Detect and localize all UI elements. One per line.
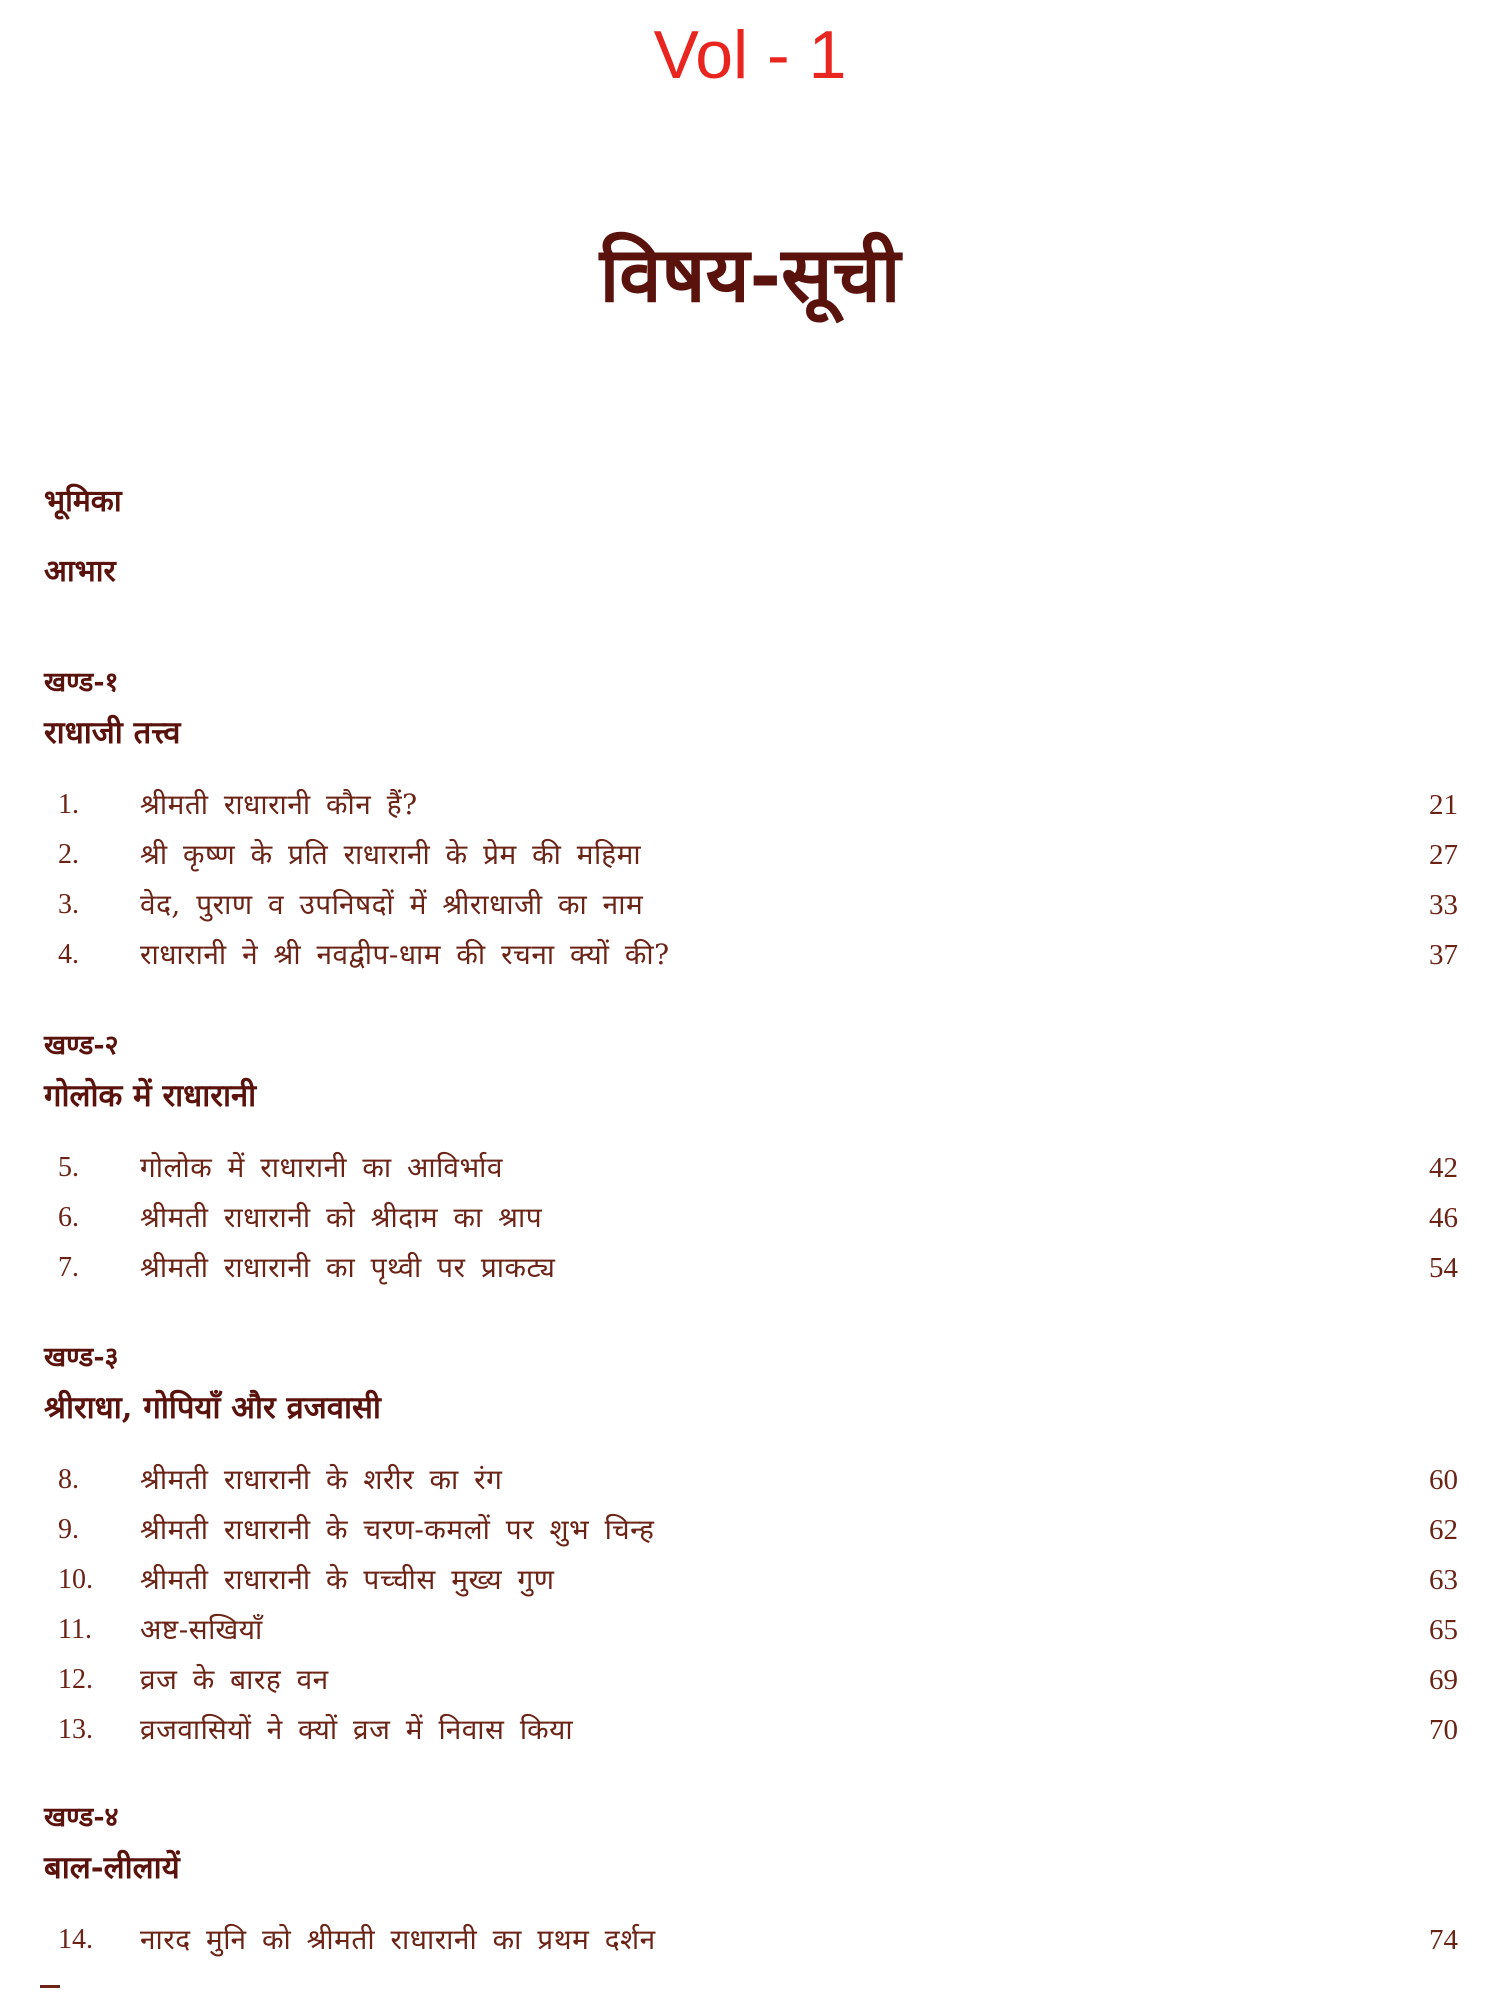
entry-title: वेद, पुराण व उपनिषदों में श्रीराधाजी का नाम — [140, 888, 644, 921]
entry-title: श्री कृष्ण के प्रति राधारानी के प्रेम की महिमा — [140, 838, 642, 871]
section-2-label: खण्ड-२ — [44, 1030, 119, 1061]
section-3-label: खण्ड-३ — [44, 1342, 119, 1373]
entry-number: 3. — [58, 889, 79, 920]
entry-number: 13. — [58, 1714, 93, 1745]
toc-entry[interactable] — [0, 1460, 1500, 1500]
section-4-heading: बाल-लीलायें — [44, 1850, 180, 1886]
cropped-next-line-fragment — [40, 1985, 60, 1988]
toc-entry[interactable] — [0, 1148, 1500, 1188]
entry-title: व्रज के बारह वन — [140, 1663, 329, 1696]
toc-entry[interactable] — [0, 1560, 1500, 1600]
entry-number: 5. — [58, 1152, 79, 1183]
entry-number: 8. — [58, 1464, 79, 1495]
entry-number: 4. — [58, 939, 79, 970]
section-1-heading: राधाजी तत्त्व — [44, 715, 181, 751]
entry-title: व्रजवासियों ने क्यों व्रज में निवास किया — [140, 1713, 574, 1746]
entry-page: 63 — [1429, 1564, 1458, 1596]
entry-title: गोलोक में राधारानी का आविर्भाव — [140, 1151, 503, 1184]
entry-title: नारद मुनि को श्रीमती राधारानी का प्रथम दर्शन — [140, 1923, 656, 1956]
entry-number: 11. — [58, 1614, 92, 1645]
front-matter-preface[interactable]: भूमिका — [44, 484, 122, 519]
entry-number: 14. — [58, 1924, 93, 1955]
entry-title: श्रीमती राधारानी को श्रीदाम का श्राप — [140, 1201, 543, 1234]
toc-entry[interactable] — [0, 1660, 1500, 1700]
entry-page: 42 — [1429, 1152, 1458, 1184]
toc-entry[interactable] — [0, 835, 1500, 875]
entry-page: 60 — [1429, 1464, 1458, 1496]
toc-entry[interactable] — [0, 1510, 1500, 1550]
front-matter-acknowledgement[interactable]: आभार — [44, 554, 116, 589]
entry-page: 27 — [1429, 839, 1458, 871]
entry-page: 54 — [1429, 1252, 1458, 1284]
entry-page: 21 — [1429, 789, 1458, 821]
entry-title: श्रीमती राधारानी का पृथ्वी पर प्राकट्य — [140, 1251, 556, 1284]
entry-page: 46 — [1429, 1202, 1458, 1234]
toc-entry[interactable] — [0, 1710, 1500, 1750]
entry-number: 1. — [58, 789, 79, 820]
toc-entry[interactable] — [0, 1198, 1500, 1238]
entry-number: 6. — [58, 1202, 79, 1233]
toc-entry[interactable] — [0, 1920, 1500, 1960]
entry-title: राधारानी ने श्री नवद्वीप-धाम की रचना क्यों की? — [140, 938, 670, 971]
entry-title: श्रीमती राधारानी के पच्चीस मुख्य गुण — [140, 1563, 555, 1596]
entry-page: 74 — [1429, 1924, 1458, 1956]
section-4-label: खण्ड-४ — [44, 1802, 119, 1833]
entry-page: 70 — [1429, 1714, 1458, 1746]
entry-page: 69 — [1429, 1664, 1458, 1696]
entry-number: 7. — [58, 1252, 79, 1283]
entry-page: 37 — [1429, 939, 1458, 971]
entry-number: 9. — [58, 1514, 79, 1545]
toc-entry[interactable] — [0, 1610, 1500, 1650]
section-2-heading: गोलोक में राधारानी — [44, 1078, 257, 1114]
entry-page: 62 — [1429, 1514, 1458, 1546]
toc-entry[interactable] — [0, 785, 1500, 825]
section-1-label: खण्ड-१ — [44, 667, 119, 698]
entry-number: 10. — [58, 1564, 93, 1595]
entry-number: 2. — [58, 839, 79, 870]
entry-page: 65 — [1429, 1614, 1458, 1646]
entry-title: श्रीमती राधारानी कौन हैं? — [140, 788, 418, 821]
entry-page: 33 — [1429, 889, 1458, 921]
entry-title: श्रीमती राधारानी के शरीर का रंग — [140, 1463, 503, 1496]
entry-title: अष्ट-सखियाँ — [140, 1613, 263, 1646]
page-title: विषय-सूची — [599, 230, 901, 319]
toc-entry[interactable] — [0, 935, 1500, 975]
section-3-heading: श्रीराधा, गोपियाँ और व्रजवासी — [44, 1390, 381, 1426]
volume-label: Vol - 1 — [653, 17, 847, 93]
entry-number: 12. — [58, 1664, 93, 1695]
toc-entry[interactable] — [0, 885, 1500, 925]
entry-title: श्रीमती राधारानी के चरण-कमलों पर शुभ चिन्ह — [140, 1513, 655, 1546]
toc-entry[interactable] — [0, 1248, 1500, 1288]
